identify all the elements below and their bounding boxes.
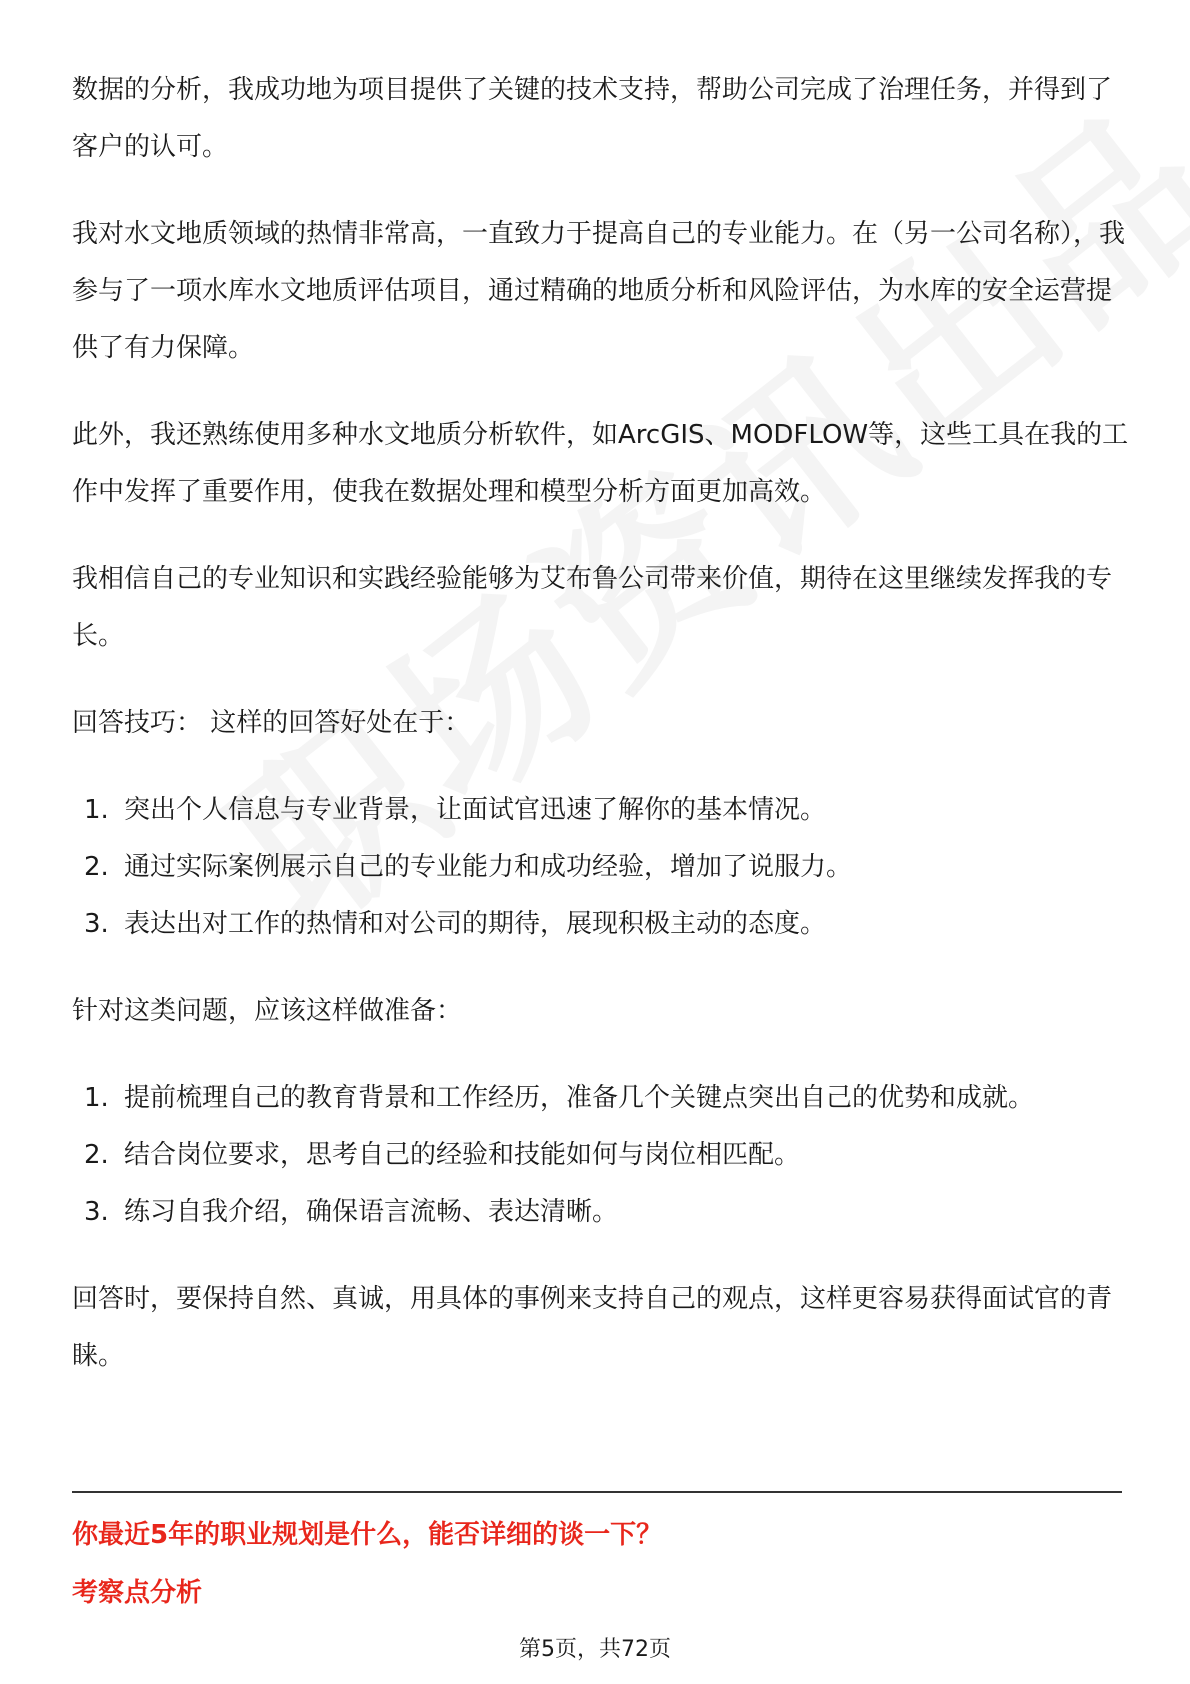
list-number: 1. (84, 1083, 109, 1113)
list-item-text: 突出个人信息与专业背景，让面试官迅速了解你的基本情况。 (124, 795, 827, 825)
next-question-subheading: 考察点分析 (72, 1578, 203, 1608)
closing-paragraph: 回答时，要保持自然、真诚，用具体的事例来支持自己的观点，这样更容易获得面试官的青睐。 (72, 1284, 1113, 1371)
list-item-text: 提前梳理自己的教育背景和工作经历，准备几个关键点突出自己的优势和成就。 (124, 1083, 1035, 1113)
list-item-text: 练习自我介绍，确保语言流畅、表达清晰。 (124, 1197, 619, 1227)
tips-list (72, 782, 1132, 953)
list-number: 2. (84, 1140, 109, 1170)
list-item (72, 1127, 1132, 1184)
list-item (72, 839, 1132, 896)
list-item (72, 1070, 1132, 1127)
tips-heading: 回答技巧： 这样的回答好处在于： (72, 708, 471, 738)
prep-heading: 针对这类问题，应该这样做准备： (72, 996, 463, 1026)
section-divider (72, 1491, 1122, 1493)
document-body (72, 62, 1132, 1415)
list-item (72, 1184, 1132, 1241)
paragraph: 数据的分析，我成功地为项目提供了关键的技术支持，帮助公司完成了治理任务，并得到了客户的认可。 (72, 75, 1113, 162)
list-number: 2. (84, 852, 109, 882)
paragraph: 我相信自己的专业知识和实践经验能够为艾布鲁公司带来价值，期待在这里继续发挥我的专长。 (72, 564, 1113, 651)
list-item (72, 782, 1132, 839)
list-item-text: 表达出对工作的热情和对公司的期待，展现积极主动的态度。 (124, 909, 827, 939)
list-item-text: 结合岗位要求，思考自己的经验和技能如何与岗位相匹配。 (124, 1140, 801, 1170)
prep-list (72, 1070, 1132, 1241)
page-footer: 第5页，共72页 (519, 1637, 671, 1662)
list-number: 3. (84, 1197, 109, 1227)
list-item-text: 通过实际案例展示自己的专业能力和成功经验，增加了说服力。 (124, 852, 853, 882)
list-item (72, 896, 1132, 953)
paragraph: 我对水文地质领域的热情非常高，一直致力于提高自己的专业能力。在（另一公司名称），我参与了一项水库水文地质评估项目，通过精确的地质分析和风险评估，为水库的安全运营提供了有力保障。 (72, 219, 1126, 363)
next-question-title: 你最近5年的职业规划是什么，能否详细的谈一下？ (72, 1520, 663, 1550)
paragraph: 此外，我还熟练使用多种水文地质分析软件，如ArcGIS、MODFLOW等，这些工具在我的工作中发挥了重要作用，使我在数据处理和模型分析方面更加高效。 (72, 420, 1129, 507)
list-number: 1. (84, 795, 109, 825)
list-number: 3. (84, 909, 109, 939)
